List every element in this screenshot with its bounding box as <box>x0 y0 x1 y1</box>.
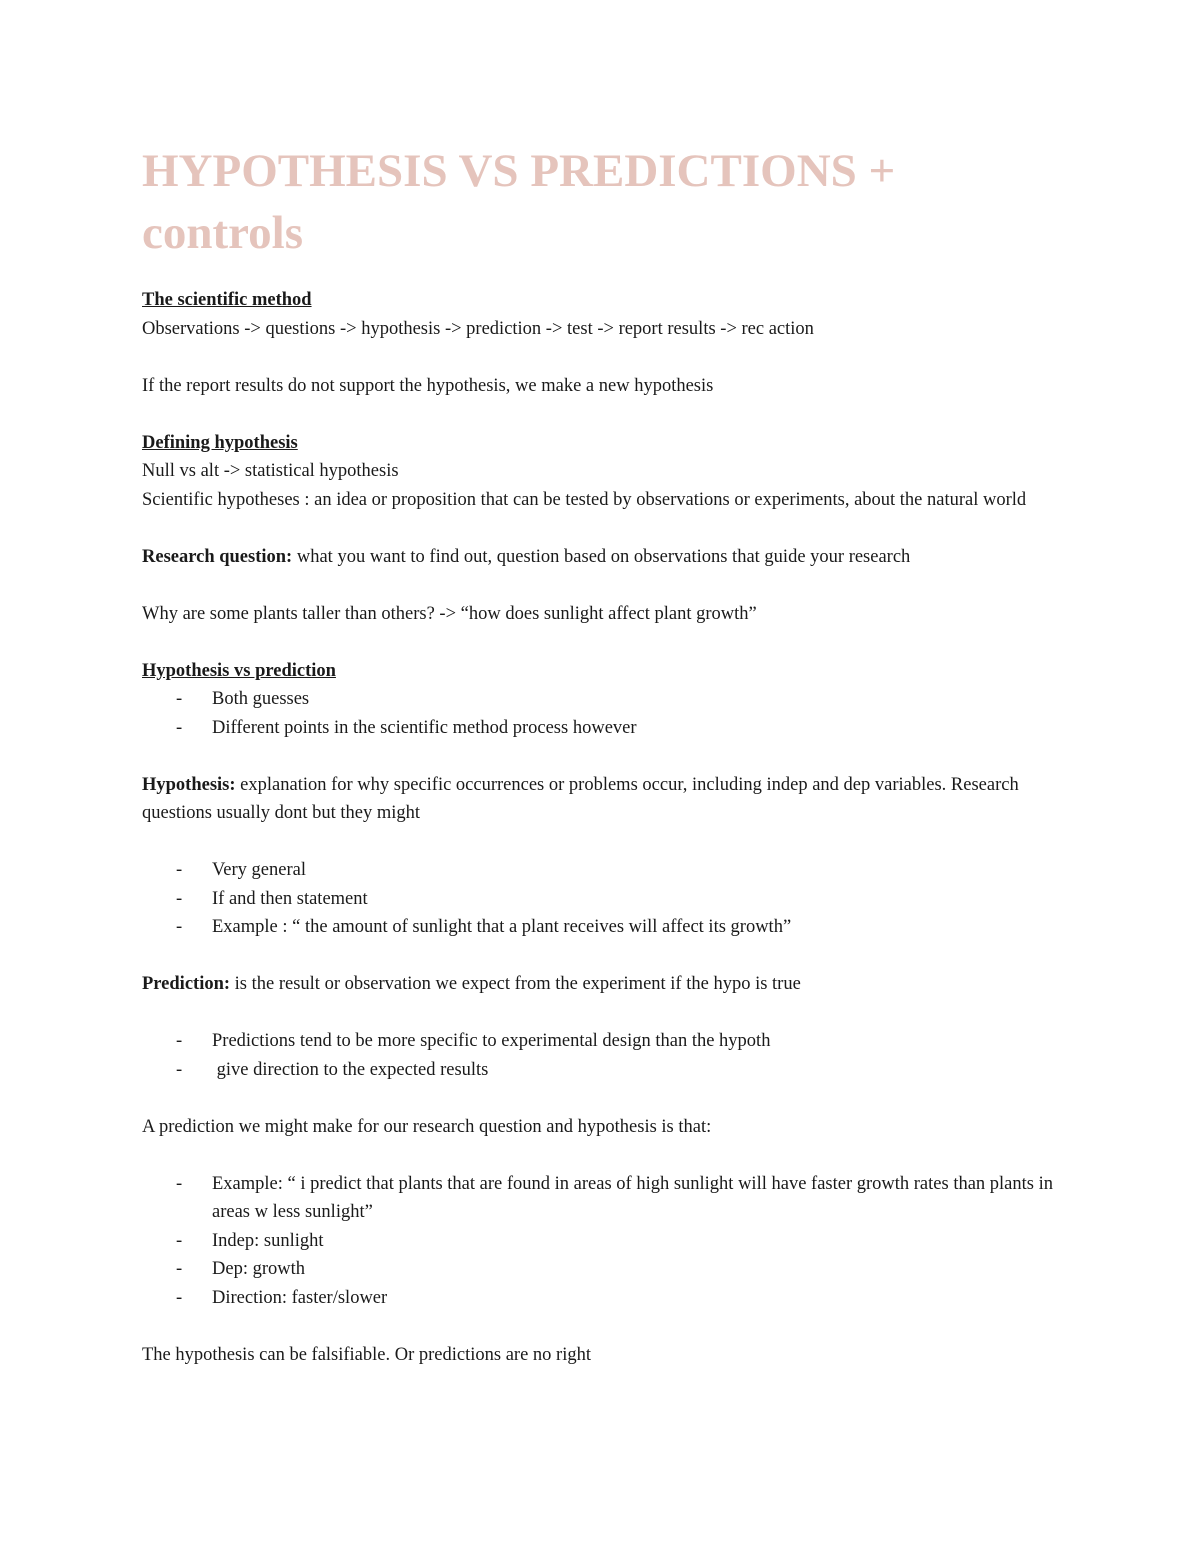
dash-bullet: - <box>176 1173 183 1194</box>
list-item <box>142 1056 1062 1085</box>
list-item <box>142 856 1062 885</box>
dash-bullet: - <box>176 860 183 880</box>
list-item-text: Very general <box>212 860 306 880</box>
defining-hypothesis-line-1: Null vs alt -> statistical hypothesis <box>142 461 399 481</box>
dash-bullet: - <box>176 1230 183 1251</box>
list-item-text: Different points in the scientific method process however <box>212 717 637 738</box>
prediction-text: is the result or observation we expect from the experiment if the hypo is true <box>230 974 801 994</box>
example-prediction-list <box>142 1170 1062 1313</box>
spacer <box>142 942 1062 971</box>
hypothesis-list <box>142 856 1062 942</box>
defining-hypothesis-heading: Defining hypothesis <box>142 432 298 453</box>
list-item <box>142 685 1062 714</box>
prediction-paragraph <box>142 970 1062 999</box>
spacer <box>142 571 1062 600</box>
scientific-method-heading: The scientific method <box>142 290 312 310</box>
scientific-method-note: If the report results do not support the hypothesis, we make a new hypothesis <box>142 375 714 396</box>
spacer <box>142 828 1062 857</box>
spacer <box>142 514 1062 543</box>
list-item <box>142 1255 1062 1284</box>
spacer <box>142 1141 1062 1170</box>
research-question-lead: Research question: <box>142 546 293 567</box>
document-page <box>142 140 1062 1369</box>
defining-hypothesis-line-2: Scientific hypotheses : an idea or proposition that can be tested by observations or experiments, about the natural world <box>142 489 1027 510</box>
hypothesis-lead: Hypothesis: <box>142 774 236 795</box>
dash-bullet: - <box>176 1059 183 1080</box>
list-item-text: Both guesses <box>212 689 310 709</box>
example-prediction-intro: A prediction we might make for our research question and hypothesis is that: <box>142 1116 712 1137</box>
list-item-text: Indep: sunlight <box>212 1230 324 1251</box>
dash-bullet: - <box>176 917 183 937</box>
research-question-text: what you want to find out, question based on observations that guide your research <box>292 546 911 567</box>
research-question-paragraph <box>142 543 1062 572</box>
spacer <box>142 999 1062 1028</box>
list-item-text: give direction to the expected results <box>212 1059 489 1080</box>
list-item <box>142 1284 1062 1313</box>
scientific-method-steps: Observations -> questions -> hypothesis -> prediction -> test -> report results -> rec action <box>142 318 814 339</box>
research-question-example: Why are some plants taller than others? -> “how does sunlight affect plant growth” <box>142 603 757 624</box>
dash-bullet: - <box>176 888 183 909</box>
hypothesis-vs-prediction-heading: Hypothesis vs prediction <box>142 660 336 681</box>
list-item <box>142 1227 1062 1256</box>
spacer <box>142 1084 1062 1113</box>
spacer <box>142 343 1062 372</box>
list-item-text: Dep: growth <box>212 1259 305 1279</box>
closing-paragraph: The hypothesis can be falsifiable. Or predictions are no right <box>142 1344 591 1365</box>
list-item <box>142 885 1062 914</box>
list-item-text: Example: “ i predict that plants that are found in areas of high sunlight will have faster growth rates than plants in areas w less sunlight” <box>212 1173 1054 1222</box>
list-item <box>142 714 1062 743</box>
hypothesis-text: explanation for why specific occurrences or problems occur, including indep and dep variables. Research questions usually dont but they might <box>142 774 1019 823</box>
spacer <box>142 742 1062 771</box>
prediction-list <box>142 1027 1062 1084</box>
list-item-text: Predictions tend to be more specific to experimental design than the hypoth <box>212 1031 771 1051</box>
dash-bullet: - <box>176 1259 183 1279</box>
spacer <box>142 400 1062 429</box>
list-item-text: Direction: faster/slower <box>212 1287 388 1308</box>
list-item-text: Example : “ the amount of sunlight that a plant receives will affect its growth” <box>212 917 792 937</box>
hypothesis-paragraph <box>142 771 1062 828</box>
dash-bullet: - <box>176 689 183 709</box>
dash-bullet: - <box>176 1031 183 1051</box>
list-item <box>142 1170 1062 1227</box>
spacer <box>142 1312 1062 1341</box>
prediction-lead: Prediction: <box>142 974 231 994</box>
document-title <box>142 140 1062 264</box>
list-item <box>142 913 1062 942</box>
list-item <box>142 1027 1062 1056</box>
dash-bullet: - <box>176 1287 183 1308</box>
title-line-2: controls <box>142 207 304 259</box>
hypothesis-vs-prediction-list <box>142 685 1062 742</box>
title-line-1: HYPOTHESIS VS PREDICTIONS + <box>142 145 896 197</box>
list-item-text: If and then statement <box>212 888 368 909</box>
spacer <box>142 628 1062 657</box>
dash-bullet: - <box>176 717 183 738</box>
